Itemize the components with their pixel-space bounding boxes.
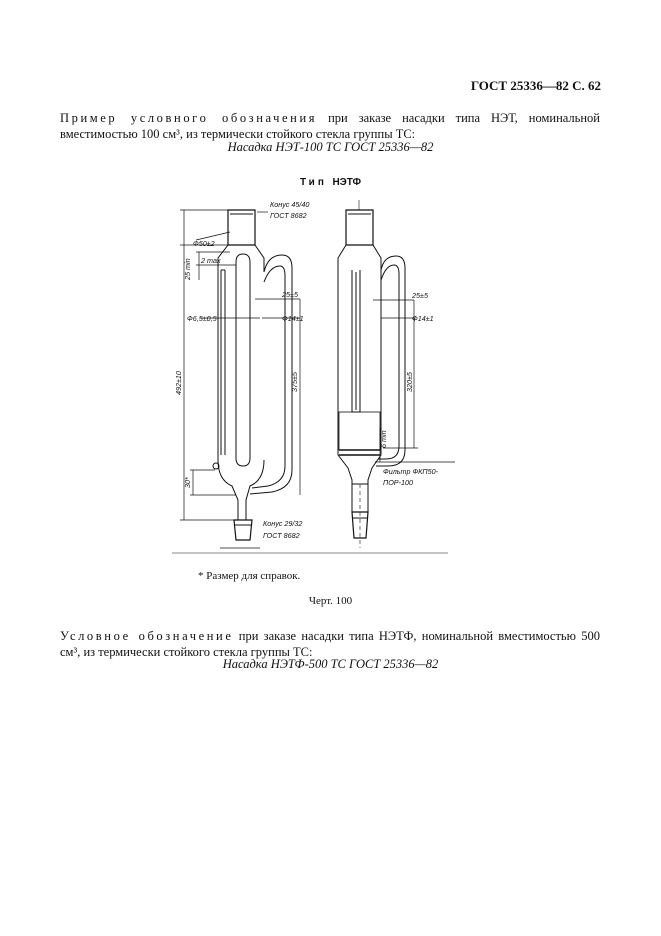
left-dia-50-label: Ф50±2 bbox=[193, 239, 215, 248]
left-cone-top-label-2: ГОСТ 8682 bbox=[270, 211, 307, 220]
right-dimension-labels bbox=[379, 291, 439, 487]
figure-title-type: НЭТФ bbox=[332, 177, 362, 188]
figure-caption: Черт. 100 bbox=[308, 595, 353, 607]
left-apparatus bbox=[213, 210, 292, 540]
figure-title-prefix: Тип bbox=[299, 177, 327, 188]
left-2max-label: 2 max bbox=[201, 256, 221, 265]
example-text-1: при заказе насадки типа НЭТ, номинальной вместимостью 100 см³, из термически стойкого стекла группы ТС: bbox=[60, 111, 600, 141]
left-dimension-labels bbox=[174, 200, 309, 540]
right-filter-label-2: ПОР-100 bbox=[383, 478, 413, 487]
left-dimensions bbox=[180, 210, 303, 548]
left-dia-14-label: Ф14±1 bbox=[282, 314, 304, 323]
example-paragraph-2 bbox=[60, 628, 600, 660]
left-cone-top-label-1: Конус 45/40 bbox=[270, 200, 310, 209]
left-cone-bottom-label-1: Конус 29/32 bbox=[263, 519, 303, 528]
right-25-5-label: 25±5 bbox=[412, 291, 428, 300]
figure-footnote: * Размер для справок. bbox=[198, 570, 301, 582]
left-25-5-label: 25±5 bbox=[282, 290, 298, 299]
right-320-label: 320±5 bbox=[405, 372, 414, 392]
left-25min-label: 25 min bbox=[183, 258, 192, 280]
page-header: ГОСТ 25336—82 С. 62 bbox=[470, 78, 601, 93]
right-6min-label: 6 min bbox=[379, 430, 388, 448]
example-text-2: при заказе насадки типа НЭТФ, номинальной вместимостью 500 см³, из термически стойкого стекла группы ТС: bbox=[60, 629, 600, 659]
left-dia-6-5-label: Ф6,5±0,5 bbox=[187, 314, 217, 323]
right-dia-14-label: Ф14±1 bbox=[412, 314, 434, 323]
example-lead-2: Условное обозначение bbox=[60, 629, 234, 643]
right-filter-label-1: Фильтр ФКП50- bbox=[383, 467, 438, 476]
right-apparatus bbox=[338, 200, 405, 548]
left-cone-bottom-label-2: ГОСТ 8682 bbox=[263, 531, 300, 540]
left-492-label: 492±10 bbox=[174, 371, 183, 395]
left-375-label: 375±5 bbox=[290, 372, 299, 392]
designation-formula-2: Насадка НЭТФ-500 ТС ГОСТ 25336—82 bbox=[222, 657, 439, 671]
left-30-label: 30* bbox=[183, 477, 192, 488]
example-lead-1: Пример условного обозначения bbox=[60, 111, 318, 125]
designation-formula-1: Насадка НЭТ-100 ТС ГОСТ 25336—82 bbox=[227, 140, 434, 154]
